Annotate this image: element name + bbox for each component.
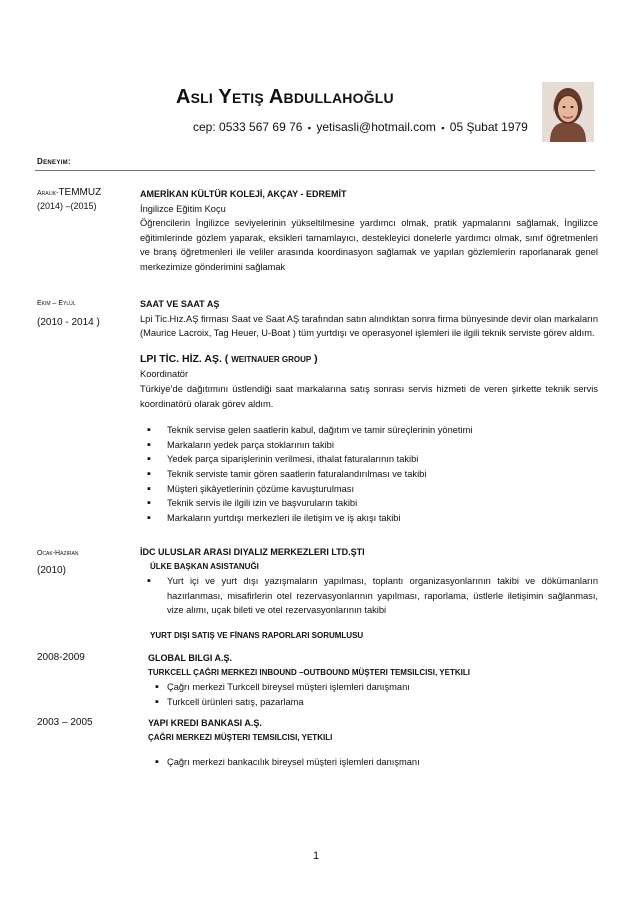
- entry-2-desc2: Türkiye’de dağıtımını üstlendiği saat markalarına satış sonrası servis hizmeti de veren şirkette teknik servis koordinatörü olarak görev aldım.: [140, 383, 598, 409]
- entry-5-date-years: 2003 – 2005: [37, 717, 93, 728]
- entry-2-org2-main: LPI TİC. HİZ. AŞ. (: [140, 352, 232, 365]
- entry-5-role: ÇAĞRI MERKEZI MÜŞTERI TEMSILCISI, YETKILI: [148, 732, 333, 742]
- entry-2-role2: Koordinatör: [140, 369, 189, 380]
- phone-number: cep: 0533 567 69 76: [193, 120, 303, 134]
- list-item: ▪ Teknik serviste tamir gören saatlerin faturalandırılması ve takibi: [140, 467, 598, 482]
- portrait-photo: [542, 82, 594, 142]
- separator-2: ▪: [441, 123, 445, 133]
- entry-3-body: [140, 545, 598, 644]
- section-title-experience: Deneyim:: [37, 157, 71, 166]
- list-item: ▪ Teknik servis ile ilgili izin ve başvuruların takibi: [140, 496, 598, 511]
- entry-2-date-years: (2010 - 2014 ): [37, 317, 100, 328]
- separator-1: ▪: [307, 123, 311, 133]
- entry-3-bullet-list: [140, 574, 598, 618]
- entry-5-date: [37, 716, 93, 729]
- entry-5-bullet-list: [148, 755, 598, 770]
- entry-1-date-month: TEMMUZ: [58, 187, 102, 198]
- entry-2-org2-group: WEITNAUER GROUP: [231, 354, 312, 364]
- entry-2-desc: Lpi Tic.Hız.AŞ firması Saat ve Saat AŞ tarafından satın alındıktan sonra firma bünyesinde devir olan markaların (Maurice Lacroix, Tag Heuer, U-Boat ) tüm yurtdışı ve operasyonel işlemleri ile ilgili teknik serviste görev aldım.: [140, 313, 598, 339]
- entry-1-desc: Öğrencilerin İngilizce seviyelerinin yükseltilmesine yardımcı olmak, pratik yapmalarını sağlamak, İngilizce eğitimlerinde gözlem yaparak, eksikleri tamamlayıcı, destekleyici donelerle yardımcı olmak, sınıf öğretmenleri ve branş öğretmenleri ile veliler arasında koordinasyon sağlamak ve yapılan gözlemlerin raporlanarak genel merkezimize gönderimini sağlamak: [140, 218, 598, 272]
- entry-1-date-prefix: Aralık-: [37, 190, 59, 197]
- list-item: ▪ Turkcell ürünleri satış, pazarlama: [148, 695, 598, 710]
- entry-4-date-years: 2008-2009: [37, 652, 85, 663]
- entry-1-org: AMERİKAN KÜLTÜR KOLEJİ, AKÇAY - EDREMİT: [140, 189, 347, 199]
- email-address: yetisasli@hotmail.com: [316, 120, 436, 134]
- entry-4-role: TURKCELL ÇAĞRI MERKEZI INBOUND –OUTBOUND MÜŞTERI TEMSILCISI, YETKILI: [148, 667, 470, 677]
- list-item: ▪ Teknik servise gelen saatlerin kabul, dağıtım ve tamir süreçlerinin yönetimi: [140, 423, 598, 438]
- entry-1-date: [37, 186, 101, 213]
- entry-5-body: [148, 716, 598, 770]
- entry-4-bullet-list: [148, 680, 598, 709]
- entry-3-date: [37, 546, 78, 577]
- entry-3-role2: YURT DIŞI SATIŞ VE FİNANS RAPORLARI SORUMLUSU: [150, 630, 364, 640]
- portrait-photo-icon: [542, 82, 594, 142]
- entry-2-date: [37, 296, 100, 329]
- entry-3-role: ÜLKE BAŞKAN ASISTANUĞI: [150, 561, 259, 571]
- entry-2-bullet-list: [140, 423, 598, 525]
- entry-1-role: İngilizce Eğitim Koçu: [140, 203, 226, 214]
- entry-3-date-years: (2010): [37, 565, 66, 576]
- entry-1-date-years: (2014) –(2015): [37, 201, 97, 211]
- list-item: ▪ Çağrı merkezi Turkcell bireysel müşteri işlemleri danışmanı: [148, 680, 598, 695]
- contact-line: [193, 120, 528, 134]
- entry-2-org2-end: ): [311, 352, 318, 365]
- candidate-name: Aslı Yetiş Abdullahoğlu: [176, 86, 394, 108]
- list-item: ▪ Çağrı merkezi bankacılık bireysel müşteri işlemleri danışmanı: [148, 755, 598, 770]
- entry-3-date-label: Ocak-Haziran: [37, 550, 79, 557]
- entry-2-date-label: Ekim – Eylül: [37, 300, 76, 307]
- entry-2-org2: [140, 352, 598, 368]
- birth-date: 05 Şubat 1979: [449, 120, 528, 134]
- entry-1-body: [140, 187, 598, 275]
- entry-5-org: YAPI KREDI BANKASI A.Ş.: [148, 718, 262, 728]
- list-item: ▪ Yedek parça siparişlerinin verilmesi, ithalat faturalarının takibi: [140, 452, 598, 467]
- list-item: ▪ Yurt içi ve yurt dışı yazışmaların yapılması, toplantı organizasyonlarının takibi ve dökümanların hazırlanması, misafirlerin otel rezervasyonlarının yapılması, raporlama, üstlerle iletişimin sağlanması, vize alımı, uçak bileti ve otel rezervasyonlarının takibi: [140, 574, 598, 618]
- entry-3-org: İDC ULUSLAR ARASI DIYALIZ MERKEZLERI LTD.ŞTI: [140, 547, 365, 557]
- list-item: ▪ Markaların yurtdışı merkezleri ile iletişim ve iş akışı takibi: [140, 511, 598, 526]
- entry-2-org: SAAT VE SAAT AŞ: [140, 299, 220, 309]
- page-number: 1: [313, 850, 320, 862]
- entry-4-date: [37, 651, 85, 664]
- entry-4-org: GLOBAL BILGI A.Ş.: [148, 653, 233, 663]
- entry-2-body: [140, 297, 598, 525]
- list-item: ▪ Markaların yedek parça stoklarının takibi: [140, 438, 598, 453]
- entry-4-body: [148, 651, 598, 709]
- list-item: ▪ Müşteri şikâyetlerinin çözüme kavuşturulması: [140, 482, 598, 497]
- section-divider: [35, 170, 595, 171]
